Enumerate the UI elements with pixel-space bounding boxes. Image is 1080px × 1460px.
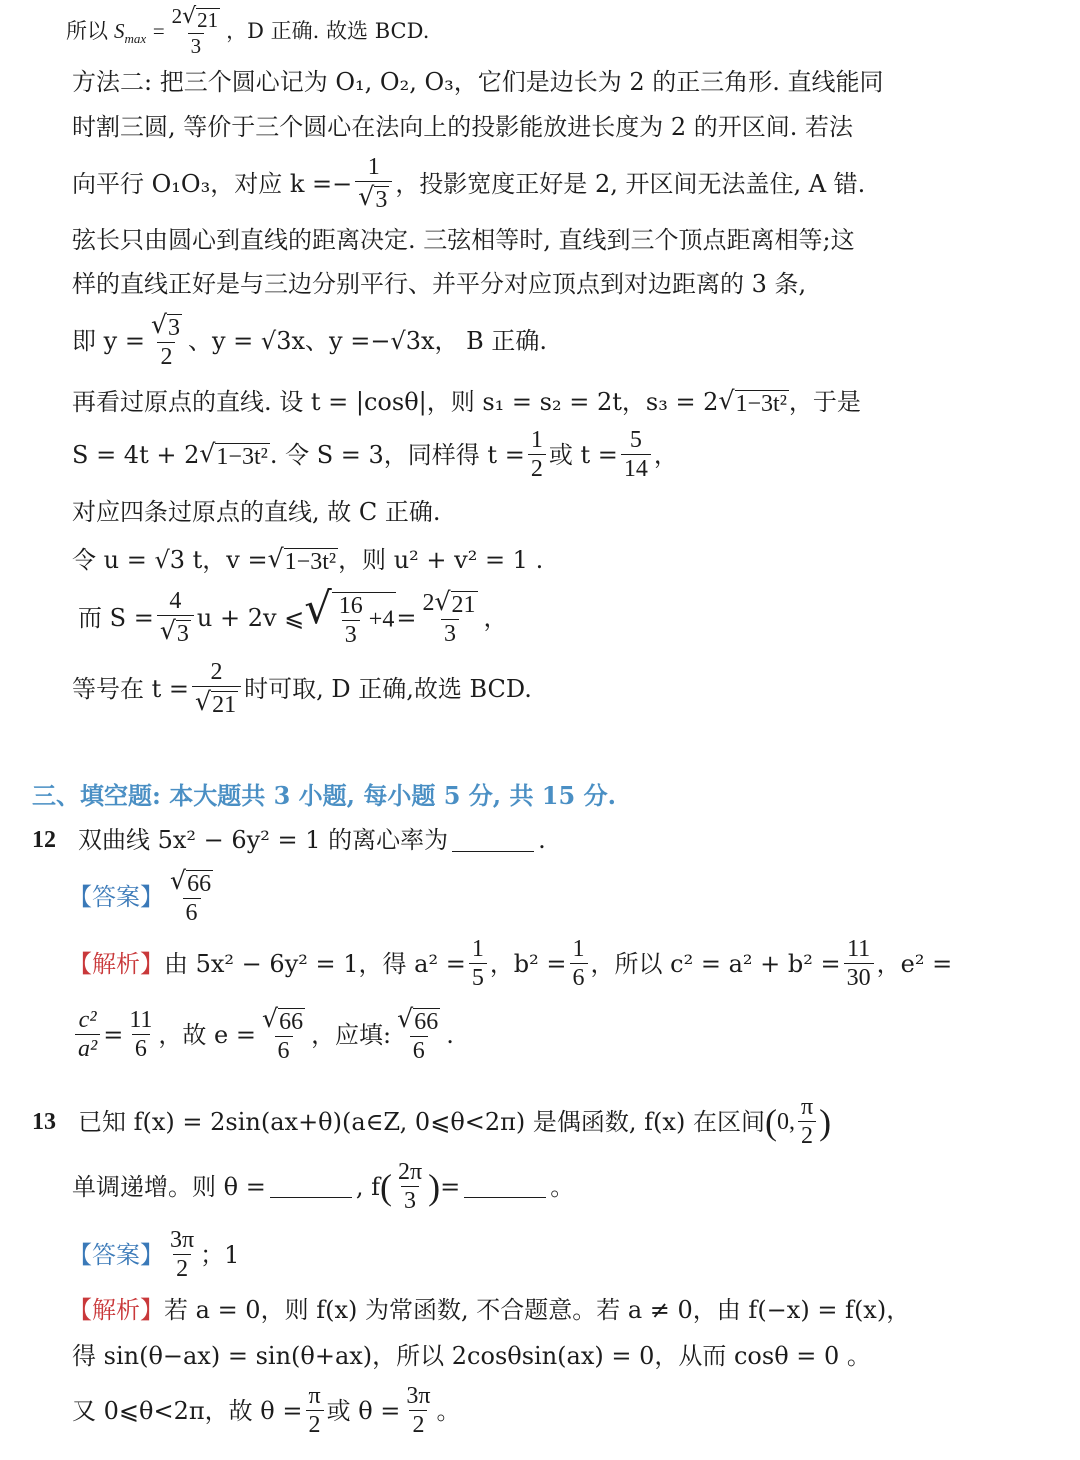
q13-value-blank: [464, 1175, 546, 1198]
q12-stem: 12 双曲线 5x² − 6y² = 1 的离心率为 .: [32, 826, 546, 854]
fraction-2-over-sqrt21: 2 √ 21: [192, 660, 241, 718]
q13-line2: 单调递增。则 θ = , f ( $\frac{2\pi}{3}$ ) = 。: [72, 1159, 575, 1215]
method2-line1: 方法二: 把三个圆心记为 O₁, O₂, O₃，它们是边长为 2 的正三角形. 直线能同: [72, 68, 884, 96]
q13-analysis-line2: 得 sin(θ−ax) = sin(θ+ax)，所以 2cosθsin(ax) = 0，从而 cosθ = 0 。: [72, 1342, 871, 1370]
fraction-1-over-2: $\frac{1}{2}$: [528, 428, 546, 482]
line-smax: 所以 $S_{max}$ = 2 √ 21 3 ，D 正确. 故选 BCD.: [66, 4, 430, 59]
method2-line7: 再看过原点的直线. 设 t = |cosθ|，则 s₁ = s₂ = 2t，s₃ = 2 √ 1−3t² ，于是: [72, 386, 861, 417]
method2-line10: 令 u = √3 t，v = √ 1−3t² ，则 u² + v² = 1 .: [72, 544, 544, 575]
method2-line5: 样的直线正好是与三边分别平行、并平分对应顶点到对边距离的 3 条,: [72, 270, 807, 298]
fraction-sqrt66-over-6: √ 66 6: [170, 866, 212, 927]
q12-analysis-line1: 【解析】 由 5x² − 6y² = 1，得 a² = $\frac{1}{5}$ ，b² = $\frac{1}{6}$ ，所以 c² = a² + b² = $\frac{11}{30}$ ，e² =: [68, 936, 953, 992]
q12-answer-blank: [452, 829, 534, 852]
q13-analysis-line1: 【解析】 若 a = 0，则 f(x) 为常函数, 不合题意。若 a ≠ 0，由 f(−x) = f(x)，: [68, 1296, 911, 1324]
q13-stem: 13 已知 f(x) = 2sin(ax+θ)(a∈Z, 0⩽θ<2π) 是偶函数, f(x) 在区间 ( 0, $\frac{\pi}{2}$ ): [32, 1094, 832, 1150]
method2-line11: 而 S = 4 √ 3 u + 2v ⩽ √ $\frac{16}{3}$ +4 = 2 √ 21 3 ，: [78, 584, 508, 649]
q13-answer: 【答案】 $\frac{3\pi}{2}$ ；1: [68, 1227, 240, 1283]
fraction-1-over-sqrt3: 1 √ 3: [355, 155, 392, 213]
method2-line12: 等号在 t = 2 √ 21 时可取, D 正确,故选 BCD.: [72, 659, 532, 719]
fraction-sqrt3-over-2: √ 3 2: [150, 310, 180, 371]
fraction-5-over-14: $\frac{5}{14}$: [621, 428, 651, 482]
q12-analysis-line2: $\frac{\text{c²}}{\text{a²}}$ = $\frac{11}{6}$ ，故 e = √ 66 6 ，应填: √ 66 6 .: [72, 1006, 454, 1064]
q12-answer: 【答案】 √ 66 6: [68, 868, 219, 926]
method2-line3: 向平行 O₁O₃，对应 k =− 1 √ 3 ，投影宽度正好是 2, 开区间无法盖住, A 错.: [72, 154, 866, 214]
method2-line4: 弦长只由圆心到直线的距离决定. 三弦相等时, 直线到三个顶点距离相等;这: [72, 226, 855, 254]
fraction-4-over-sqrt3: 4 √ 3: [157, 589, 194, 647]
method2-line2: 时割三圆, 等价于三个圆心在法向上的投影能放进长度为 2 的开区间. 若法: [72, 113, 854, 141]
method2-line9: 对应四条过原点的直线, 故 C 正确.: [72, 498, 441, 526]
q13-theta-blank: [270, 1175, 352, 1198]
method2-line6: 即 y = √ 3 2 、y = √3x、y =−√3x， B 正确.: [72, 310, 548, 371]
fraction-2sqrt21-over-3-b: 2 √ 21 3: [422, 587, 476, 648]
section-heading: 三、填空题: 本大题共 3 小题, 每小题 5 分, 共 15 分.: [32, 781, 616, 810]
q13-analysis-line3: 又 0⩽θ<2π，故 θ = $\frac{\pi}{2}$ 或 θ = $\frac{3\pi}{2}$ 。: [72, 1383, 461, 1439]
method2-line8: S = 4t + 2 √ 1−3t² . 令 S = 3，同样得 t = $\frac{1}{2}$ 或 t = $\frac{5}{14}$ ，: [72, 427, 678, 483]
fraction-2sqrt21-over-3: 2 √ 21 3: [171, 4, 219, 59]
